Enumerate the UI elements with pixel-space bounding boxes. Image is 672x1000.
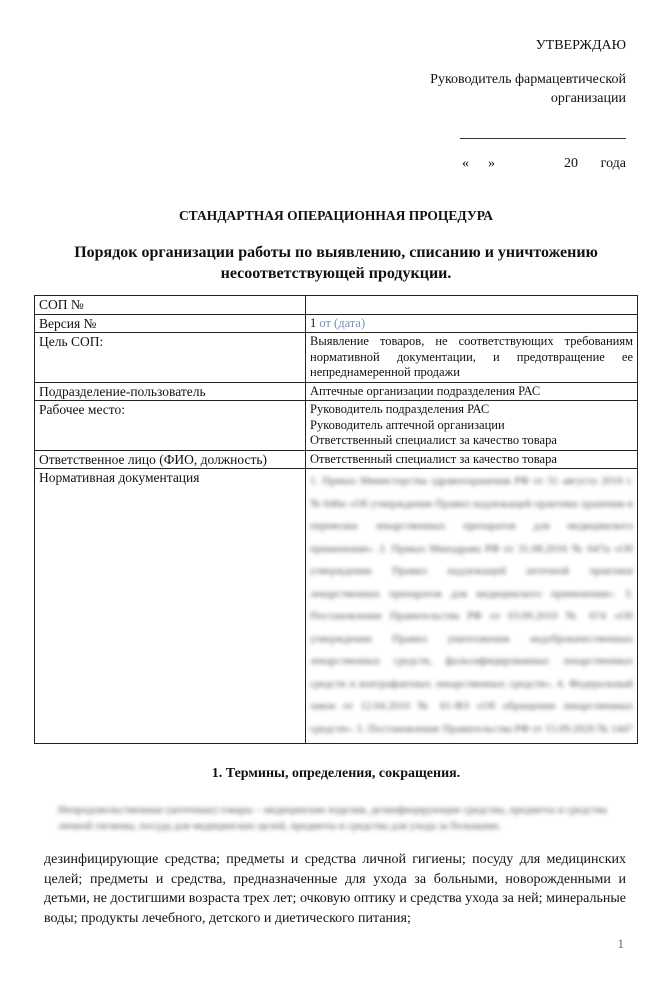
date-open-quote: « bbox=[462, 156, 469, 171]
table-row bbox=[35, 296, 638, 315]
version-label: Версия № bbox=[35, 314, 306, 333]
responsible-value: Ответственный специалист за качество товара bbox=[306, 450, 638, 469]
table-row bbox=[35, 333, 638, 383]
goal-value: Выявление товаров, не соответствующих требованиям нормативной документации, и предотвращение ее непреднамеренной продажи bbox=[306, 333, 638, 383]
workplace-value bbox=[306, 401, 638, 451]
signature-line bbox=[460, 138, 626, 139]
department-value: Аптечные организации подразделения РАС bbox=[306, 382, 638, 401]
workplace-label: Рабочее место: bbox=[35, 401, 306, 451]
approval-title: УТВЕРЖДАЮ bbox=[535, 38, 626, 53]
version-value bbox=[306, 314, 638, 333]
document-title: Порядок организации работы по выявлению, списанию и уничтожению несоответствующей продукции. bbox=[74, 244, 598, 282]
date-year-prefix: 20 bbox=[564, 156, 578, 171]
workplace-item: Ответственный специалист за качество товара bbox=[310, 433, 557, 447]
table-row bbox=[35, 382, 638, 401]
date-close-quote: » bbox=[488, 156, 495, 171]
sop-number-label: СОП № bbox=[35, 296, 306, 315]
date-year-word: года bbox=[600, 156, 626, 171]
table-row bbox=[35, 314, 638, 333]
responsible-label: Ответственное лицо (ФИО, должность) bbox=[35, 450, 306, 469]
goal-label: Цель СОП: bbox=[35, 333, 306, 383]
normative-label: Нормативная документация bbox=[35, 469, 306, 744]
page-number: 1 bbox=[617, 936, 624, 951]
sop-number-value bbox=[306, 296, 638, 315]
document-type: СТАНДАРТНАЯ ОПЕРАЦИОННАЯ ПРОЦЕДУРА bbox=[178, 208, 494, 223]
department-label: Подразделение-пользователь bbox=[35, 382, 306, 401]
section-1-blurred-text: Непродовольственные (аптечные) товары – медицинские изделия, дезинфицирующие средства, предметы и средства личной гигиены, посуда для медицинских целей, предметы и средства для ухода за больными. bbox=[58, 804, 607, 832]
normative-value bbox=[306, 469, 638, 744]
approval-role-line2: организации bbox=[550, 91, 626, 106]
section-1-body: дезинфицирующие средства; предметы и средства личной гигиены; посуду для медицинских целей; предметы и средства, предназначенные для ухода за больными, новорожденными и детьми, не достигшими возраста трех лет; очковую оптику и средства ухода за ней; минеральные воды; продукты лечебного, детского и диетического питания; bbox=[44, 852, 626, 926]
normative-text: 1. Приказ Министерства здравоохранения РФ от 31 августа 2016 г. № 646н «Об утверждении Правил надлежащей практики хранения и перевозки лекарственных препаратов для медицинского применения». 2. Приказ Минздрава РФ от 31.08.2016 № 647н «Об утверждении Правил надлежащей аптечной практики лекарственных препаратов для медицинского применения». 3. Постановление Правительства РФ от 03.09.2010 № 674 «Об утверждении Правил уничтожения недоброкачественных лекарственных средств, фальсифицированных лекарственных средств и контрафактных лекарственных средств». 4. Федеральный закон от 12.04.2010 № 61-ФЗ «Об обращении лекарственных средств». 5. Постановление Правительства РФ от 15.09.2020 № 1447 bbox=[310, 475, 633, 735]
approval-role-line1: Руководитель фармацевтической bbox=[430, 72, 626, 87]
table-row bbox=[35, 469, 638, 744]
version-date: от (дата) bbox=[319, 315, 366, 330]
workplace-item: Руководитель аптечной организации bbox=[310, 417, 505, 432]
table-row bbox=[35, 401, 638, 451]
workplace-item: Руководитель подразделения РАС bbox=[310, 402, 490, 416]
version-number: 1 bbox=[310, 315, 317, 330]
sop-info-table bbox=[34, 295, 638, 744]
section-1-title: 1. Термины, определения, сокращения. bbox=[211, 766, 461, 781]
table-row bbox=[35, 450, 638, 469]
approval-role bbox=[430, 70, 626, 108]
